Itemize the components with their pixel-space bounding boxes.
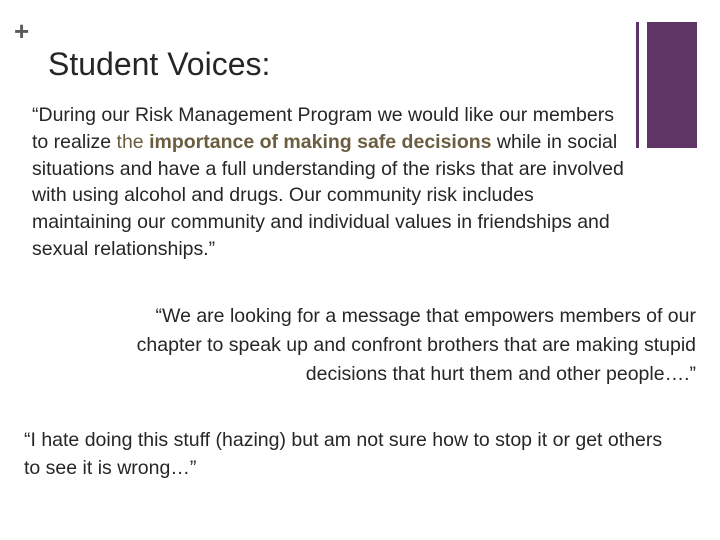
- decorative-purple-block: [647, 22, 697, 148]
- slide-title: Student Voices:: [48, 46, 271, 82]
- decorative-vertical-line: [636, 22, 639, 148]
- quote-risk-management: [32, 102, 632, 263]
- quote-highlight: the: [116, 130, 150, 153]
- quote-text: while in social situations and have a full understanding of the risks that are involved with using alcohol and drugs. Our community risk includes maintaining our community and individual values in friendships and sexual relationships.”: [32, 130, 624, 260]
- quote-text: “During our Risk Management Program we would like our members to realize: [32, 104, 614, 153]
- quote-empowerment: “We are looking for a message that empowers members of our chapter to speak up and confront brothers that are making stupid decisions that hurt them and other people….”: [136, 305, 696, 385]
- plus-icon: +: [14, 16, 30, 46]
- quote-highlight-bold: importance of making safe decisions: [149, 130, 492, 153]
- quote-hazing: “I hate doing this stuff (hazing) but am not sure how to stop it or get others to see it is wrong…”: [24, 429, 663, 479]
